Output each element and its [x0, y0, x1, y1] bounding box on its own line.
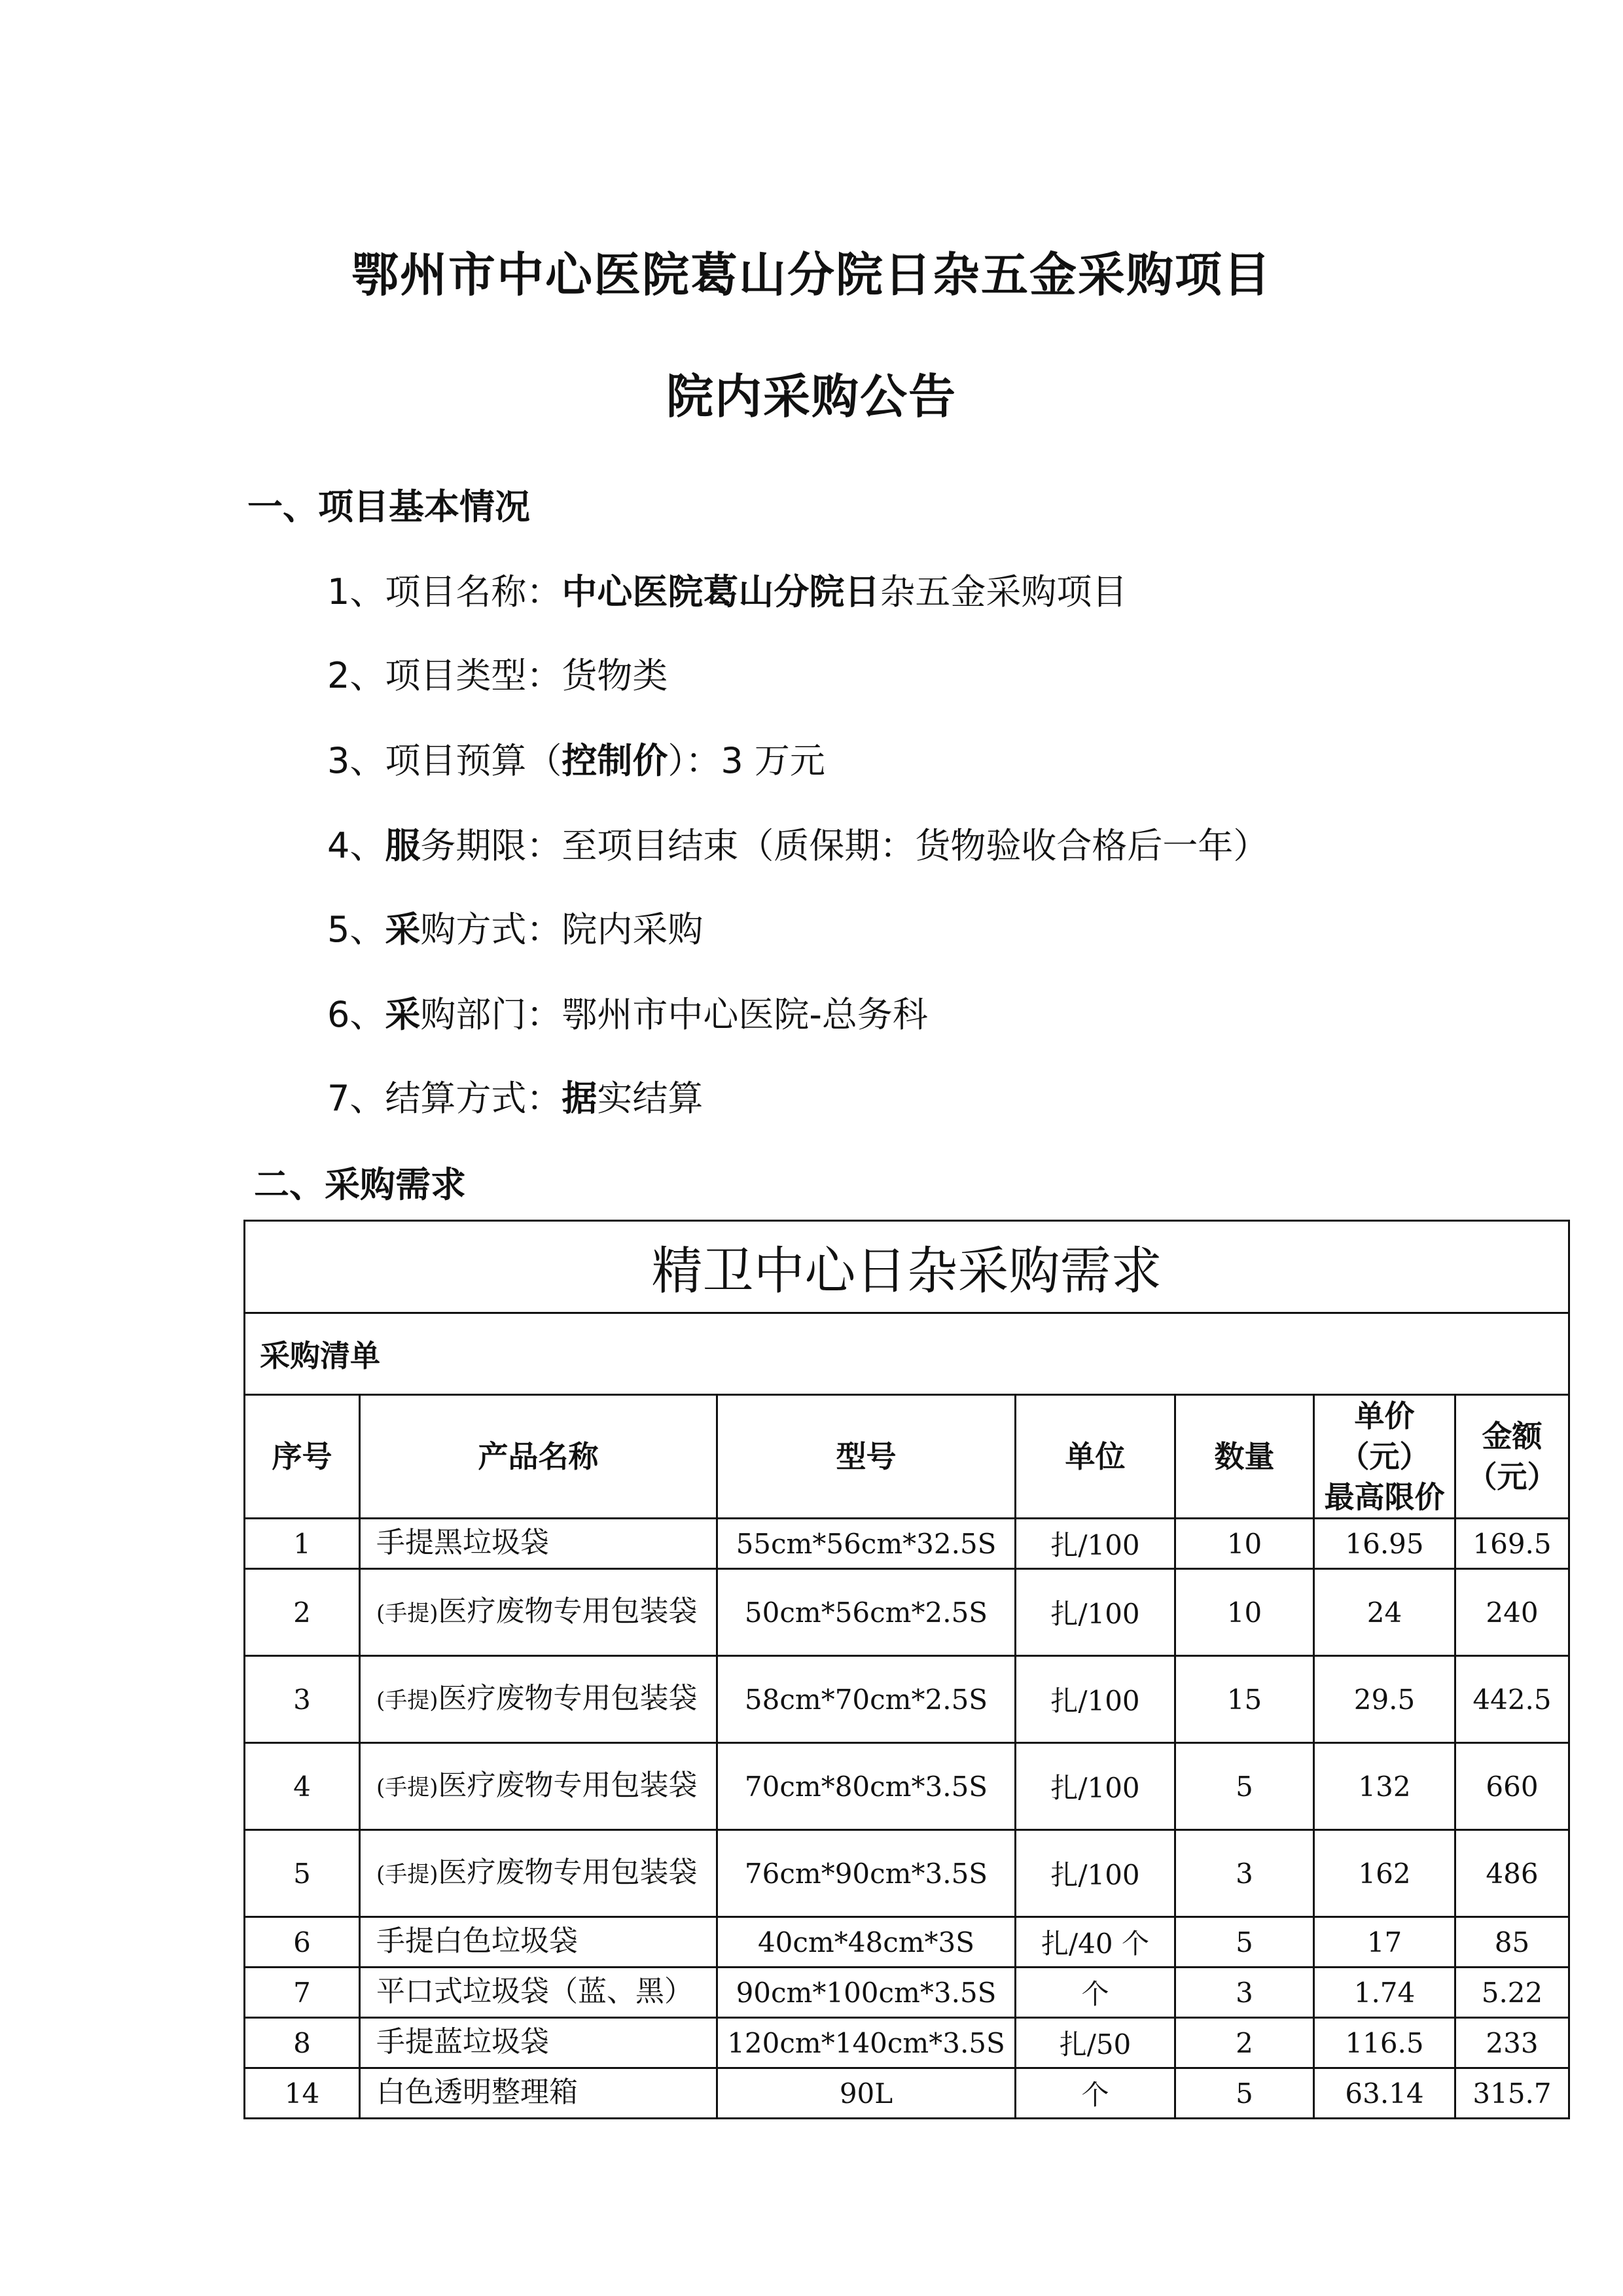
table-row [245, 2018, 1569, 2068]
table-row [245, 1968, 1569, 2018]
cell-index: 3 [245, 1656, 360, 1743]
table-row [245, 1519, 1569, 1569]
cell-product-name: 平口式垃圾袋（蓝、黑） [360, 1968, 717, 2018]
cell-quantity: 15 [1175, 1656, 1314, 1743]
cell-unit: 个 [1016, 2068, 1175, 2119]
cell-unit-price: 17 [1314, 1917, 1455, 1968]
cell-unit: 扎/100 [1016, 1656, 1175, 1743]
section-heading-basic-info: 一、项目基本情况 [247, 486, 530, 527]
cell-index: 1 [245, 1519, 360, 1569]
cell-unit-price: 132 [1314, 1743, 1455, 1830]
cell-unit-price: 1.74 [1314, 1968, 1455, 2018]
header-unit: 单位 [1016, 1395, 1175, 1519]
table-row [245, 1656, 1569, 1743]
cell-index: 7 [245, 1968, 360, 2018]
cell-index: 14 [245, 2068, 360, 2119]
document-subtitle: 院内采购公告 [666, 369, 957, 424]
info-item-service-period: 4、服务期限：至项目结束（质保期：货物验收合格后一年） [327, 825, 1269, 866]
cell-model: 58cm*70cm*2.5S [717, 1656, 1016, 1743]
header-amount: 金额 （元） [1455, 1395, 1569, 1519]
cell-index: 5 [245, 1830, 360, 1917]
procurement-table [243, 1220, 1570, 2119]
cell-unit-price: 29.5 [1314, 1656, 1455, 1743]
cell-amount: 85 [1455, 1917, 1569, 1968]
table-subheader: 采购清单 [245, 1313, 1569, 1395]
cell-model: 70cm*80cm*3.5S [717, 1743, 1016, 1830]
cell-amount: 169.5 [1455, 1519, 1569, 1569]
cell-quantity: 3 [1175, 1968, 1314, 2018]
cell-product-name: 白色透明整理箱 [360, 2068, 717, 2119]
cell-unit-price: 63.14 [1314, 2068, 1455, 2119]
info-item-project-type: 2、项目类型：货物类 [327, 655, 668, 696]
table-row [245, 1830, 1569, 1917]
cell-quantity: 5 [1175, 2068, 1314, 2119]
cell-unit: 扎/100 [1016, 1519, 1175, 1569]
info-item-procurement-department: 6、采购部门：鄂州市中心医院-总务科 [327, 994, 928, 1035]
cell-index: 8 [245, 2018, 360, 2068]
table-row [245, 1743, 1569, 1830]
cell-product-name: (手提)医疗废物专用包装袋 [360, 1830, 717, 1917]
header-model: 型号 [717, 1395, 1016, 1519]
cell-model: 120cm*140cm*3.5S [717, 2018, 1016, 2068]
cell-unit-price: 24 [1314, 1569, 1455, 1656]
cell-model: 76cm*90cm*3.5S [717, 1830, 1016, 1917]
cell-amount: 442.5 [1455, 1656, 1569, 1743]
header-product-name: 产品名称 [360, 1395, 717, 1519]
info-item-procurement-method: 5、采购方式：院内采购 [327, 909, 704, 950]
cell-amount: 233 [1455, 2018, 1569, 2068]
section-heading-requirements: 二、采购需求 [254, 1164, 466, 1205]
cell-model: 55cm*56cm*32.5S [717, 1519, 1016, 1569]
cell-model: 40cm*48cm*3S [717, 1917, 1016, 1968]
cell-unit: 扎/40 个 [1016, 1917, 1175, 1968]
cell-amount: 240 [1455, 1569, 1569, 1656]
cell-unit: 扎/100 [1016, 1830, 1175, 1917]
cell-quantity: 2 [1175, 2018, 1314, 2068]
cell-quantity: 5 [1175, 1743, 1314, 1830]
cell-unit: 扎/100 [1016, 1743, 1175, 1830]
cell-amount: 315.7 [1455, 2068, 1569, 2119]
cell-amount: 660 [1455, 1743, 1569, 1830]
cell-unit: 个 [1016, 1968, 1175, 2018]
table-row [245, 2068, 1569, 2119]
table-caption: 精卫中心日杂采购需求 [245, 1221, 1569, 1313]
cell-product-name: 手提白色垃圾袋 [360, 1917, 717, 1968]
cell-index: 4 [245, 1743, 360, 1830]
cell-unit-price: 162 [1314, 1830, 1455, 1917]
cell-index: 2 [245, 1569, 360, 1656]
cell-product-name: (手提)医疗废物专用包装袋 [360, 1656, 717, 1743]
cell-model: 50cm*56cm*2.5S [717, 1569, 1016, 1656]
cell-product-name: 手提蓝垃圾袋 [360, 2018, 717, 2068]
cell-amount: 5.22 [1455, 1968, 1569, 2018]
info-item-project-name: 1、项目名称：中心医院葛山分院日杂五金采购项目 [327, 571, 1128, 612]
cell-model: 90L [717, 2068, 1016, 2119]
cell-quantity: 3 [1175, 1830, 1314, 1917]
header-index: 序号 [245, 1395, 360, 1519]
cell-quantity: 10 [1175, 1569, 1314, 1656]
cell-product-name: 手提黑垃圾袋 [360, 1519, 717, 1569]
document-title: 鄂州市中心医院葛山分院日杂五金采购项目 [351, 247, 1272, 302]
cell-index: 6 [245, 1917, 360, 1968]
cell-quantity: 10 [1175, 1519, 1314, 1569]
cell-unit: 扎/100 [1016, 1569, 1175, 1656]
cell-product-name: (手提)医疗废物专用包装袋 [360, 1743, 717, 1830]
cell-unit: 扎/50 [1016, 2018, 1175, 2068]
table-row [245, 1569, 1569, 1656]
cell-product-name: (手提)医疗废物专用包装袋 [360, 1569, 717, 1656]
header-unit-price: 单价（元） 最高限价 [1314, 1395, 1455, 1519]
cell-amount: 486 [1455, 1830, 1569, 1917]
header-quantity: 数量 [1175, 1395, 1314, 1519]
cell-model: 90cm*100cm*3.5S [717, 1968, 1016, 2018]
info-item-budget: 3、项目预算（控制价）：3 万元 [327, 740, 825, 781]
table-header-row [245, 1395, 1569, 1519]
cell-unit-price: 16.95 [1314, 1519, 1455, 1569]
info-item-settlement: 7、结算方式：据实结算 [327, 1078, 704, 1119]
cell-unit-price: 116.5 [1314, 2018, 1455, 2068]
cell-quantity: 5 [1175, 1917, 1314, 1968]
table-row [245, 1917, 1569, 1968]
